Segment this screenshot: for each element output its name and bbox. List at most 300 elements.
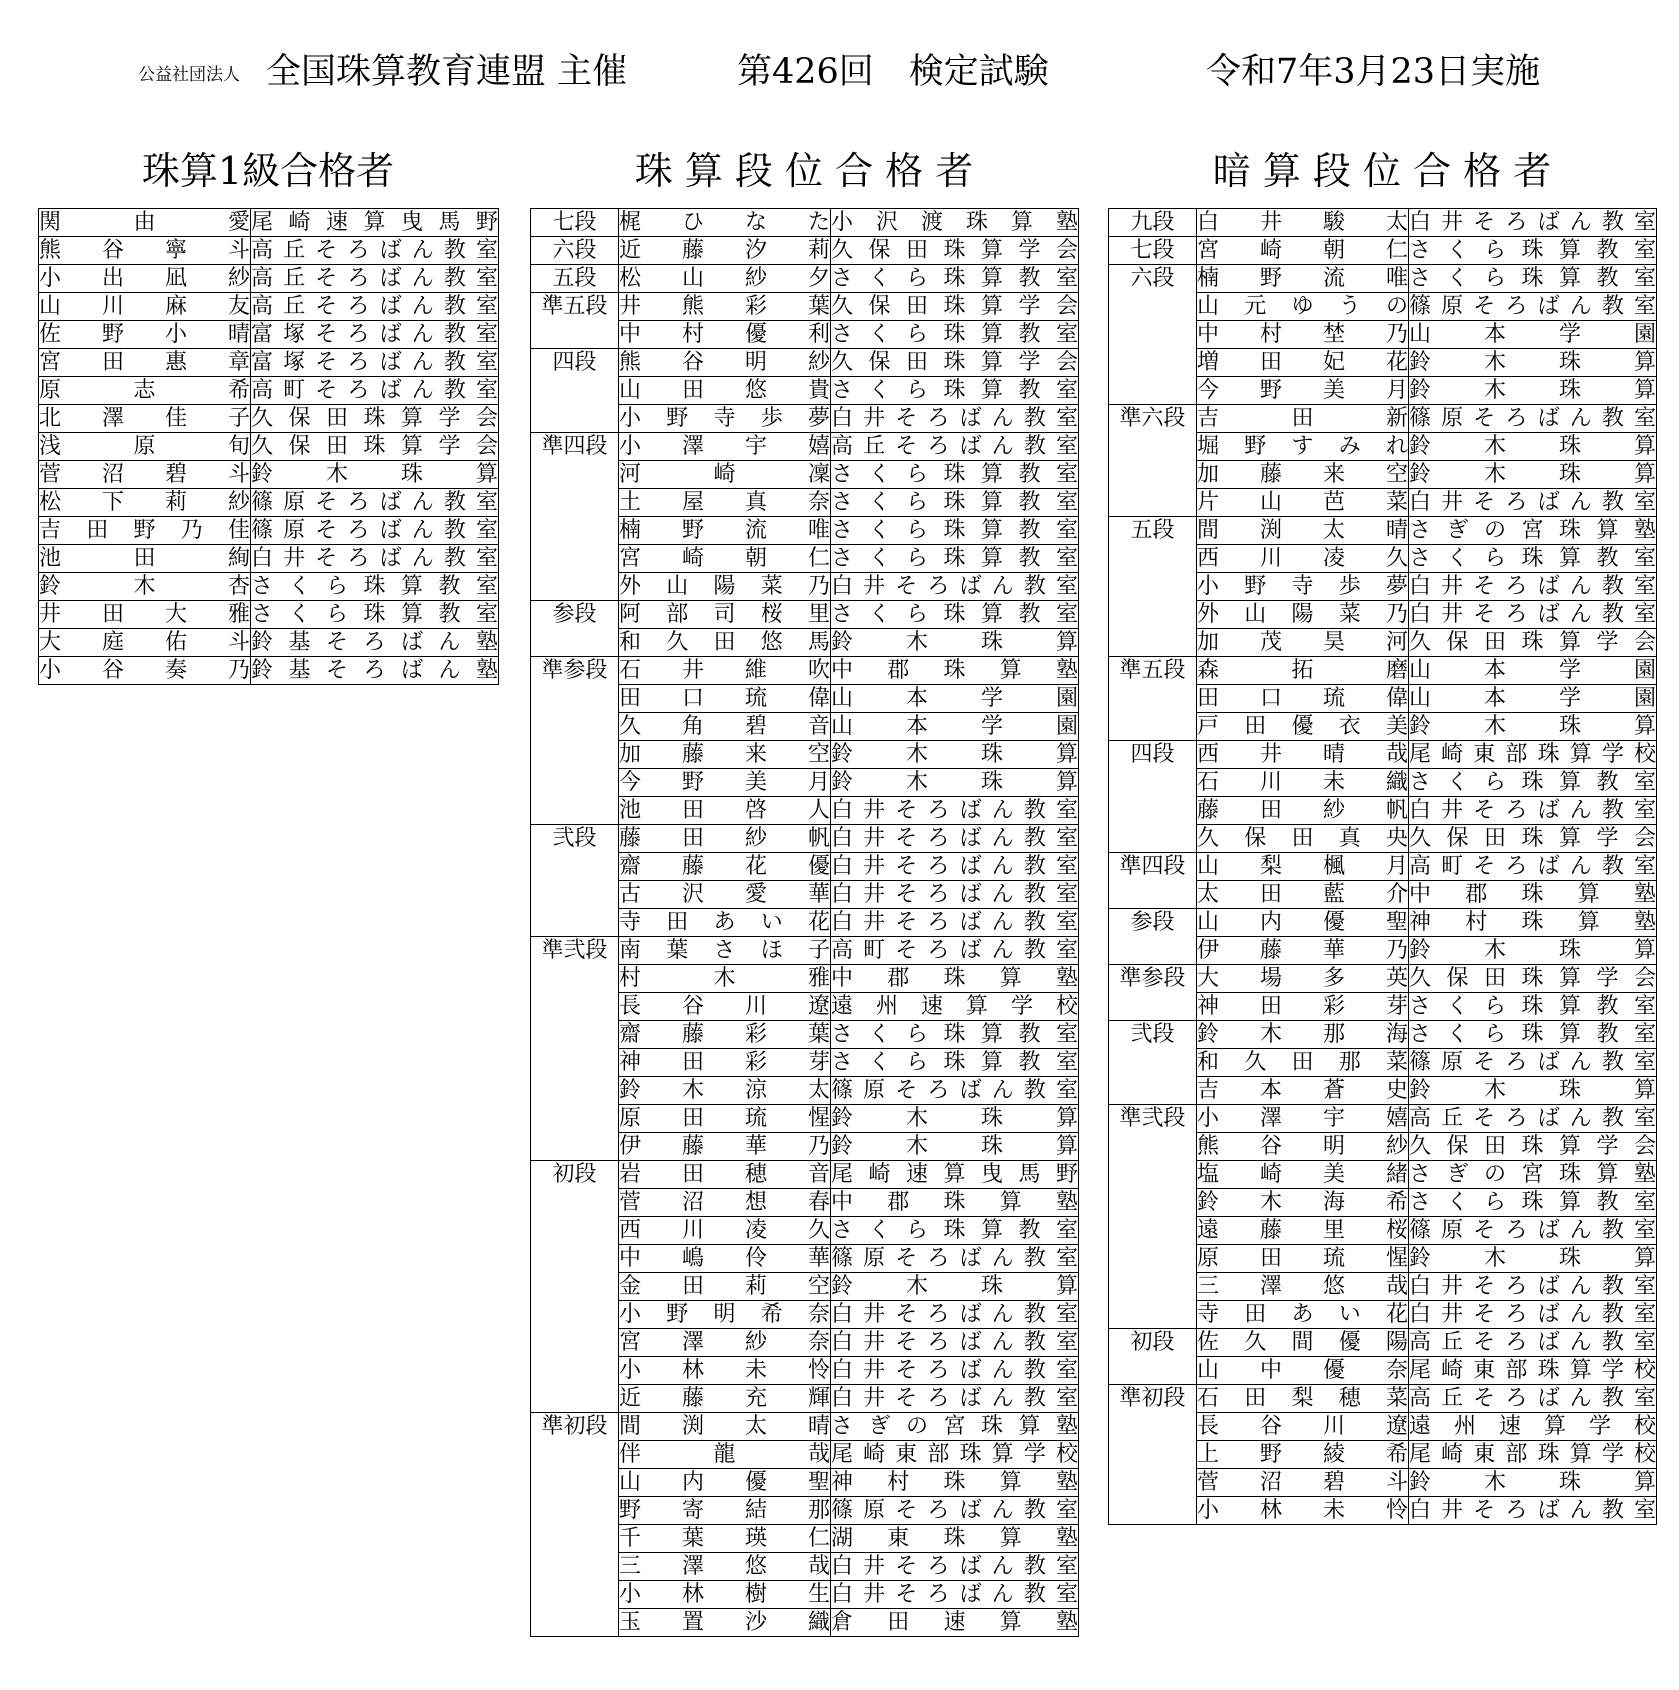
school-name: さぎの宮珠算塾 [831,1414,1078,1439]
table-row [1109,1329,1657,1357]
passer-name: 宮崎朝仁 [619,546,830,571]
passer-name: 鈴木那海 [1197,1022,1408,1047]
school-name: 白井そろばん教室 [251,546,498,571]
table-row [39,461,499,489]
school-name: 久保田珠算学会 [1409,630,1656,655]
passer-name: 西川凌久 [619,1218,830,1243]
passer-name: 菅沼碧斗 [39,462,250,487]
passer-name: 今野美月 [1197,378,1408,403]
rank-label: 四段 [531,349,619,433]
school-name: 高丘そろばん教室 [1409,1386,1656,1411]
passer-name: 今野美月 [619,770,830,795]
table-row [1109,741,1657,769]
school-name: さくら珠算教室 [1409,266,1656,291]
table-row [39,237,499,265]
passer-name: 山内優聖 [1197,910,1408,935]
school-name: 神村珠算塾 [1409,910,1656,935]
passer-name: 長谷川遼 [1197,1414,1408,1439]
school-name: 白井そろばん教室 [831,882,1078,907]
school-name: 富塚そろばん教室 [251,350,498,375]
passer-name: 吉田野乃佳 [39,518,250,543]
school-name: 白井そろばん教室 [831,826,1078,851]
table-row [39,657,499,685]
school-name: 鈴 木 珠 算 [831,1134,1078,1159]
passer-name: 大場多英 [1197,966,1408,991]
passer-name: 久角碧音 [619,714,830,739]
school-name: 倉田速算塾 [831,1610,1078,1635]
passer-name: 北澤佳子 [39,406,250,431]
table-row [39,349,499,377]
school-name: 白井そろばん教室 [1409,1274,1656,1299]
passer-name: 小谷奏乃 [39,658,250,683]
table-row [39,265,499,293]
passer-name: 山元ゆうの [1197,294,1408,319]
passer-name: 増田妃花 [1197,350,1408,375]
rank-label: 準五段 [1109,657,1197,741]
passer-name: 小野寺歩夢 [619,406,830,431]
passer-name: 菅沼碧斗 [1197,1470,1408,1495]
rank-label: 準参段 [531,657,619,825]
school-name: 鈴 木 珠 算 [1409,1470,1656,1495]
school-name: 白井そろばん教室 [831,1386,1078,1411]
table-row [1109,265,1657,293]
school-name: 白井そろばん教室 [831,1358,1078,1383]
school-name: さくら珠算教室 [831,1218,1078,1243]
school-name: 久保田珠算学会 [831,294,1078,319]
passer-name: 土屋真奈 [619,490,830,515]
school-name: 久保田珠算学会 [251,406,498,431]
passer-name: 伴 龍 哉 [619,1442,830,1467]
school-name: 白井そろばん教室 [831,1302,1078,1327]
mental-dan-table [1108,208,1657,1525]
passer-name: 三澤悠哉 [1197,1274,1408,1299]
passer-name: 池 田 絢 [39,546,250,571]
school-name: 久保田珠算学会 [1409,1134,1656,1159]
school-name: 鈴 木 珠 算 [831,770,1078,795]
rank-label: 準初段 [1109,1385,1197,1525]
passer-name: 白井駿太 [1197,210,1408,235]
school-name: 鈴基そろばん塾 [251,630,498,655]
school-name: 尾崎東部珠算学校 [1409,1358,1656,1383]
school-name: 鈴 木 珠 算 [1409,1078,1656,1103]
passer-name: 鈴木涼太 [619,1078,830,1103]
passer-name: 森 拓 磨 [1197,658,1408,683]
school-name: 遠州速算学校 [831,994,1078,1019]
rank-label: 弐段 [531,825,619,937]
table-row [531,209,1079,237]
rank-label: 準初段 [531,1413,619,1637]
school-name: 湖東珠算塾 [831,1526,1078,1551]
passer-name: 石川未織 [1197,770,1408,795]
rank-label: 七段 [1109,237,1197,265]
rank-label: 参段 [1109,909,1197,965]
rank-label: 九段 [1109,209,1197,237]
passer-name: 楠野流唯 [1197,266,1408,291]
school-name: 高丘そろばん教室 [831,434,1078,459]
passer-name: 近藤汐莉 [619,238,830,263]
school-name: 篠原そろばん教室 [831,1498,1078,1523]
passer-name: 大庭佑斗 [39,630,250,655]
rank-label: 準四段 [1109,853,1197,909]
school-name: 尾崎東部珠算学校 [1409,1442,1656,1467]
school-name: 白井そろばん教室 [831,1582,1078,1607]
passer-name: 外山陽菜乃 [1197,602,1408,627]
school-name: 白井そろばん教室 [1409,1302,1656,1327]
exam-date: 令和7年3月23日実施 [1206,52,1541,92]
rank-label: 準参段 [1109,965,1197,1021]
school-name: 尾崎東部珠算学校 [1409,742,1656,767]
rank-label: 七段 [531,209,619,237]
table-row [531,349,1079,377]
passer-name: 加茂昊河 [1197,630,1408,655]
school-name: 篠原そろばん教室 [251,518,498,543]
passer-name: 神田彩芽 [1197,994,1408,1019]
school-name: 白井そろばん教室 [1409,210,1656,235]
passer-name: 井熊彩葉 [619,294,830,319]
passer-name: 山中優奈 [1197,1358,1408,1383]
passer-name: 長谷川遼 [619,994,830,1019]
passer-name: 伊藤華乃 [619,1134,830,1159]
table-row [1109,1105,1657,1133]
passer-name: 小澤宇嬉 [1197,1106,1408,1131]
passer-name: 石井維吹 [619,658,830,683]
passer-name: 小野寺歩夢 [1197,574,1408,599]
passer-name: 加藤来空 [1197,462,1408,487]
passer-name: 鈴木海希 [1197,1190,1408,1215]
passer-name: 寺田あい花 [1197,1302,1408,1327]
table-row [531,293,1079,321]
passer-name: 宮澤紗奈 [619,1330,830,1355]
school-name: 鈴 木 珠 算 [251,462,498,487]
passer-name: 西井晴哉 [1197,742,1408,767]
school-name: 白井そろばん教室 [1409,490,1656,515]
passer-name: 菅沼想春 [619,1190,830,1215]
school-name: さくら珠算教室 [831,546,1078,571]
exam-title: 第426回 検定試験 [737,52,1049,92]
school-name: 鈴 木 珠 算 [831,630,1078,655]
school-name: さくら珠算教室 [251,602,498,627]
table-row [1109,853,1657,881]
passer-name: 加藤来空 [619,742,830,767]
passer-name: 野寄結那 [619,1498,830,1523]
school-name: 鈴 木 珠 算 [831,1274,1078,1299]
rank-label: 初段 [1109,1329,1197,1385]
abacus-dan-title: 珠 算 段 位 合 格 者 [634,149,974,193]
school-name: さくら珠算教室 [1409,994,1656,1019]
school-name: 久保田珠算学会 [831,238,1078,263]
rank-label: 準六段 [1109,405,1197,517]
school-name: さくら珠算教室 [831,1050,1078,1075]
table-row [531,937,1079,965]
table-row [1109,657,1657,685]
passer-name: 外山陽菜乃 [619,574,830,599]
rank-label: 準四段 [531,433,619,601]
school-name: 白井そろばん教室 [1409,798,1656,823]
passer-name: 宮崎朝仁 [1197,238,1408,263]
passer-name: 戸田優衣美 [1197,714,1408,739]
passer-name: 山内優聖 [619,1470,830,1495]
school-name: 富塚そろばん教室 [251,322,498,347]
table-row [39,209,499,237]
passer-name: 原田琉惺 [619,1106,830,1131]
passer-name: 岩田穂音 [619,1162,830,1187]
passer-name: 久保田真央 [1197,826,1408,851]
passer-name: 阿部司桜里 [619,602,830,627]
page-header [0,40,1679,90]
school-name: 白井そろばん教室 [1409,1498,1656,1523]
passer-name: 原 志 希 [39,378,250,403]
rank-label: 初段 [531,1161,619,1413]
rank-label: 五段 [531,265,619,293]
school-name: 久保田珠算学会 [251,434,498,459]
passer-name: 熊谷寧斗 [39,238,250,263]
school-name: 白井そろばん教室 [1409,602,1656,627]
passer-name: 神田彩芽 [619,1050,830,1075]
school-name: 山 本 学 園 [831,714,1078,739]
passer-name: 松山紗夕 [619,266,830,291]
org-prefix: 公益社団法人 [138,65,240,85]
rank-label: 六段 [1109,265,1197,405]
table-row [39,433,499,461]
table-row [39,321,499,349]
mental-dan-title: 暗 算 段 位 合 格 者 [1212,149,1552,193]
table-row [1109,237,1657,265]
table-row [39,293,499,321]
school-name: さくら珠算教室 [1409,1190,1656,1215]
table-row [531,1161,1079,1189]
school-name: 尾崎東部珠算学校 [831,1442,1078,1467]
passer-name: 佐野小晴 [39,322,250,347]
passer-name: 和久田悠馬 [619,630,830,655]
passer-name: 鈴 木 杏 [39,574,250,599]
table-row [531,433,1079,461]
school-name: 高丘そろばん教室 [251,238,498,263]
table-row [531,601,1079,629]
school-name: 篠原そろばん教室 [831,1078,1078,1103]
passer-name: 松下莉紗 [39,490,250,515]
abacus-dan-table [530,208,1079,1637]
table-row [1109,1385,1657,1413]
school-name: さくら珠算教室 [831,462,1078,487]
school-name: 篠原そろばん教室 [1409,406,1656,431]
passer-name: 塩崎美緒 [1197,1162,1408,1187]
school-name: 白井そろばん教室 [831,574,1078,599]
school-name: さくら珠算教室 [1409,238,1656,263]
passer-name: 原田琉惺 [1197,1246,1408,1271]
school-name: 鈴 木 珠 算 [1409,434,1656,459]
passer-name: 山川麻友 [39,294,250,319]
school-name: 白井そろばん教室 [831,798,1078,823]
passer-name: 小澤宇嬉 [619,434,830,459]
school-name: 高丘そろばん教室 [251,294,498,319]
table-row [39,489,499,517]
passer-name: 千葉瑛仁 [619,1526,830,1551]
school-name: さぎの宮珠算塾 [1409,518,1656,543]
school-name: 白井そろばん教室 [1409,574,1656,599]
school-name: 尾崎速算曳馬野 [251,210,498,235]
passer-name: 田口琉偉 [1197,686,1408,711]
passer-name: 井田大雅 [39,602,250,627]
school-name: 尾崎速算曳馬野 [831,1162,1078,1187]
rank-label: 準五段 [531,293,619,349]
rank-label: 弐段 [1109,1021,1197,1105]
school-name: 白井そろばん教室 [831,1554,1078,1579]
school-name: 中郡珠算塾 [1409,882,1656,907]
table-row [1109,209,1657,237]
school-name: さくら珠算教室 [831,266,1078,291]
passer-name: 楠野流唯 [619,518,830,543]
passer-name: 三澤悠哉 [619,1554,830,1579]
school-name: 神村珠算塾 [831,1470,1078,1495]
table-row [39,545,499,573]
rank-label: 参段 [531,601,619,657]
rank-label: 五段 [1109,517,1197,657]
rank-label: 四段 [1109,741,1197,853]
school-name: 山 本 学 園 [1409,322,1656,347]
table-row [1109,965,1657,993]
school-name: 久保田珠算学会 [1409,966,1656,991]
school-name: 白井そろばん教室 [831,406,1078,431]
passer-name: 小林樹生 [619,1582,830,1607]
school-name: さくら珠算教室 [831,378,1078,403]
passer-name: 石田梨穂菜 [1197,1386,1408,1411]
school-name: 久保田珠算学会 [831,350,1078,375]
table-row [1109,1021,1657,1049]
school-name: 山 本 学 園 [1409,686,1656,711]
passer-name: 田口琉偉 [619,686,830,711]
school-name: さくら珠算教室 [1409,1022,1656,1047]
school-name: 高町そろばん教室 [251,378,498,403]
passer-name: 堀野すみれ [1197,434,1408,459]
school-name: 高丘そろばん教室 [251,266,498,291]
passer-name: 池田啓人 [619,798,830,823]
passer-name: 藤田紗帆 [1197,798,1408,823]
table-row [531,1413,1079,1441]
rank-label: 準弐段 [531,937,619,1161]
school-name: 鈴 木 珠 算 [831,742,1078,767]
school-name: さくら珠算教室 [831,602,1078,627]
passer-name: 宮田惠章 [39,350,250,375]
school-name: さぎの宮珠算塾 [1409,1162,1656,1187]
passer-name: 間渕太晴 [1197,518,1408,543]
passer-name: 伊藤華乃 [1197,938,1408,963]
passer-name: 遠藤里桜 [1197,1218,1408,1243]
table-row [39,573,499,601]
passer-name: 齋藤花優 [619,854,830,879]
grade1-table [38,208,499,685]
school-name: 小沢渡珠算塾 [831,210,1078,235]
school-name: 高丘そろばん教室 [1409,1330,1656,1355]
school-name: 鈴 木 珠 算 [1409,1246,1656,1271]
school-name: 高町そろばん教室 [1409,854,1656,879]
school-name: 山 本 学 園 [1409,658,1656,683]
table-row [1109,517,1657,545]
passer-name: 間渕太晴 [619,1414,830,1439]
passer-name: 南葉さほ子 [619,938,830,963]
passer-name: 玉置沙織 [619,1610,830,1635]
table-row [39,629,499,657]
passer-name: 藤田紗帆 [619,826,830,851]
school-name: 鈴基そろばん塾 [251,658,498,683]
table-row [531,825,1079,853]
school-name: 久保田珠算学会 [1409,826,1656,851]
passer-name: 金田莉空 [619,1274,830,1299]
passer-name: 片山芭菜 [1197,490,1408,515]
table-row [1109,909,1657,937]
passer-name: 寺田あい花 [619,910,830,935]
passer-name: 太田藍介 [1197,882,1408,907]
school-name: 鈴 木 珠 算 [1409,714,1656,739]
school-name: 篠原そろばん教室 [251,490,498,515]
passer-name: 熊谷明紗 [1197,1134,1408,1159]
table-row [39,601,499,629]
passer-name: 小出凪紗 [39,266,250,291]
school-name: 中郡珠算塾 [831,1190,1078,1215]
passer-name: 齋藤彩葉 [619,1022,830,1047]
passer-name: 佐久間優陽 [1197,1330,1408,1355]
passer-name: 西川凌久 [1197,546,1408,571]
passer-name: 吉 田 新 [1197,406,1408,431]
passer-name: 熊谷明紗 [619,350,830,375]
passer-name: 関 由 愛 [39,210,250,235]
school-name: さくら珠算教室 [831,518,1078,543]
school-name: 白井そろばん教室 [831,910,1078,935]
table-row [39,377,499,405]
table-row [531,265,1079,293]
school-name: 山 本 学 園 [831,686,1078,711]
school-name: 中郡珠算塾 [831,658,1078,683]
school-name: 鈴 木 珠 算 [1409,378,1656,403]
passer-name: 山梨楓月 [1197,854,1408,879]
school-name: さくら珠算教室 [831,490,1078,515]
table-row [39,517,499,545]
table-row [1109,405,1657,433]
school-name: 白井そろばん教室 [831,854,1078,879]
school-name: 鈴 木 珠 算 [1409,350,1656,375]
school-name: 鈴 木 珠 算 [831,1106,1078,1131]
passer-name: 浅 原 旬 [39,434,250,459]
passer-name: 小野明希奈 [619,1302,830,1327]
passer-name: 古沢愛華 [619,882,830,907]
school-name: 高町そろばん教室 [831,938,1078,963]
passer-name: 山田悠貴 [619,378,830,403]
passer-name: 小林未怜 [1197,1498,1408,1523]
school-name: さくら珠算教室 [1409,546,1656,571]
school-name: 中郡珠算塾 [831,966,1078,991]
passer-name: 村 木 雅 [619,966,830,991]
school-name: 高丘そろばん教室 [1409,1106,1656,1131]
school-name: 鈴 木 珠 算 [1409,462,1656,487]
passer-name: 中村埜乃 [1197,322,1408,347]
passer-name: 小林未怜 [619,1358,830,1383]
passer-name: 中嶋伶華 [619,1246,830,1271]
school-name: 篠原そろばん教室 [1409,1218,1656,1243]
school-name: 鈴 木 珠 算 [1409,938,1656,963]
passer-name: 河 崎 凜 [619,462,830,487]
school-name: 篠原そろばん教室 [1409,294,1656,319]
school-name: 篠原そろばん教室 [831,1246,1078,1271]
school-name: さくら珠算教室 [251,574,498,599]
rank-label: 準弐段 [1109,1105,1197,1329]
passer-name: 吉本蒼史 [1197,1078,1408,1103]
school-name: さくら珠算教室 [831,1022,1078,1047]
passer-name: 和久田那菜 [1197,1050,1408,1075]
table-row [531,657,1079,685]
rank-label: 六段 [531,237,619,265]
table-row [39,405,499,433]
table-row [531,237,1079,265]
passer-name: 近藤充輝 [619,1386,830,1411]
